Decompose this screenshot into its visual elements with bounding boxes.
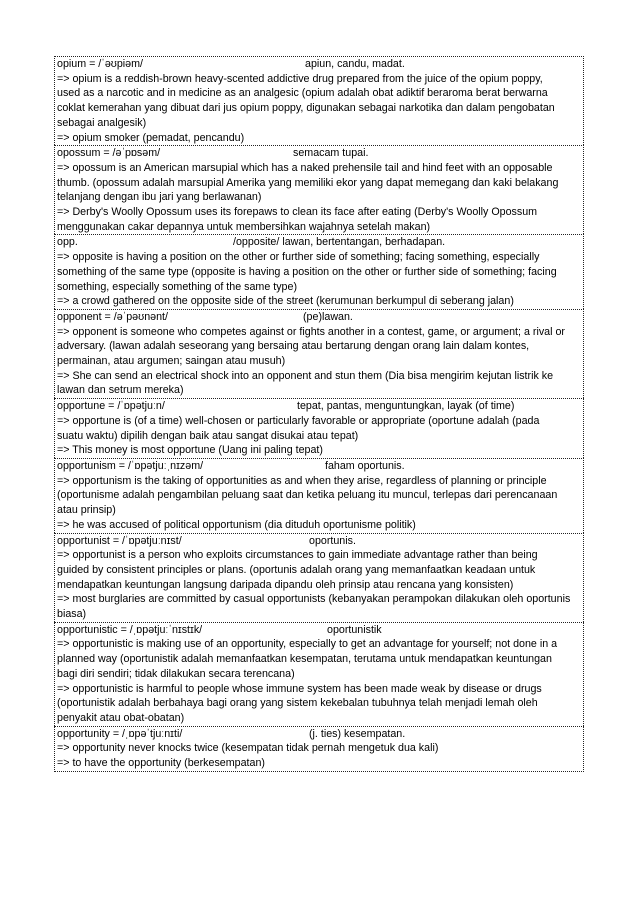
entry-headline <box>57 623 581 638</box>
entry-line: => This money is most opportune (Uang ini paling tepat) <box>57 444 323 457</box>
entry-term: opportunist = /ˈɒpətjuːnɪst/ <box>57 534 182 547</box>
entry-line: (oportunisme adalah pengambilan peluang saat dan ketika peluang itu muncul, terlepas dari perencanaan <box>57 489 558 502</box>
entry-line: atau prinsip) <box>57 504 116 517</box>
entry-line: menggunakan cakar depannya untuk membersihkan wajahnya setelah makan) <box>57 220 431 233</box>
entry-gloss: faham oportunis. <box>325 459 405 472</box>
entry-opp <box>54 234 584 309</box>
entry-headline <box>57 727 581 742</box>
entry-opponent <box>54 309 584 398</box>
entry-line: => opportunist is a person who exploits circumstances to gain immediate advantage rather than being <box>57 549 538 562</box>
entry-opportunism <box>54 458 584 533</box>
entry-line: biasa) <box>57 608 87 621</box>
entry-opportunist <box>54 533 584 622</box>
entry-opportunity <box>54 726 584 772</box>
entry-term: opportunity = /ˌɒpəˈtjuːnɪti/ <box>57 727 183 740</box>
entry-gloss: oportunistik <box>327 623 382 636</box>
entry-line: => opium is a reddish-brown heavy-scented addictive drug prepared from the juice of the opium poppy, <box>57 72 543 85</box>
entry-line: => opportunistic is harmful to people whose immune system has been made weak by disease or drugs <box>57 682 542 695</box>
entry-line: permainan, atau argumen; saingan atau musuh) <box>57 355 286 368</box>
entry-term: opportune = /ˈɒpətjuːn/ <box>57 400 165 413</box>
entry-line: => a crowd gathered on the opposite side of the street (kerumunan berkumpul di seberang jalan) <box>57 295 514 308</box>
entry-line: mendapatkan keuntungan langsung daripada dipandu oleh prinsip atau rencana yang konsisten) <box>57 578 514 591</box>
entry-term: opportunistic = /ˌɒpətjuːˈnɪstɪk/ <box>57 623 203 636</box>
entry-headline <box>57 146 581 161</box>
entry-term: opportunism = /ˈɒpətjuːˌnɪzəm/ <box>57 459 204 472</box>
entry-line: => opposite is having a position on the other or further side of something; facing something, especially <box>57 251 540 264</box>
entry-line: something, especially something of the same type) <box>57 280 297 293</box>
entry-line: => opportunity never knocks twice (kesempatan tidak pernah mengetuk dua kali) <box>57 742 439 755</box>
entry-line: => to have the opportunity (berkesempatan) <box>57 757 265 770</box>
entry-line: => opportunistic is making use of an opportunity, especially to get an advantage for yourself; not done in a <box>57 638 558 651</box>
entry-line: => most burglaries are committed by casual opportunists (kebanyakan perampokan dilakukan oleh oportunis <box>57 593 571 606</box>
entry-line: lawan dan setrum mereka) <box>57 384 184 397</box>
entry-gloss: /opposite/ lawan, bertentangan, berhadapan. <box>233 236 446 249</box>
entry-gloss: tepat, pantas, menguntungkan, layak (of time) <box>297 400 515 413</box>
entry-line: guided by consistent principles or plans. (oportunis adalah orang yang memanfaatkan keadaan untuk <box>57 563 536 576</box>
entry-headline <box>57 57 581 72</box>
entry-line: adversary. (lawan adalah seseorang yang bersaing atau bertarung dengan orang lain dalam kontes, <box>57 340 530 353</box>
entry-line: used as a narcotic and in medicine as an analgesic (opium adalah obat adiktif beraroma berat berwarna <box>57 87 548 100</box>
entry-line: telanjang dengan ibu jari yang berlawanan) <box>57 191 262 204</box>
entry-headline <box>57 310 581 325</box>
entry-line: => opponent is someone who competes against or fights another in a contest, game, or argument; a rival or <box>57 325 565 338</box>
entry-line: penyakit atau obat-obatan) <box>57 711 185 724</box>
entry-line: => Derby's Woolly Opossum uses its forepaws to clean its face after eating (Derby's Woolly Opossum <box>57 206 538 219</box>
entry-term: opium = /ˈəʊpiəm/ <box>57 58 143 70</box>
entry-gloss: oportunis. <box>309 534 356 547</box>
entry-term: opossum = /əˈpɒsəm/ <box>57 147 161 160</box>
entry-line: suatu waktu) dipilih dengan baik atau sangat disukai atau tepat) <box>57 429 359 442</box>
entry-line: => he was accused of political opportunism (dia dituduh oportunisme politik) <box>57 518 416 531</box>
entry-gloss: semacam tupai. <box>293 147 369 160</box>
entry-term: opp. <box>57 236 78 249</box>
entry-headline <box>57 534 581 549</box>
entry-line: => opportunism is the taking of opportunities as and when they arise, regardless of planning or principle <box>57 474 547 487</box>
entry-line: => opossum is an American marsupial which has a naked prehensile tail and hind feet with an opposable <box>57 161 553 174</box>
entry-line: thumb. (opossum adalah marsupial Amerika yang memiliki ekor yang dapat memegang dan kaki belakang <box>57 176 559 189</box>
entry-line: (oportunistik adalah berbahaya bagi orang yang sistem kekebalan tubuhnya telah menjadi lemah oleh <box>57 697 538 710</box>
entry-gloss: apiun, candu, madat. <box>305 58 405 70</box>
entry-line: something of the same type (opposite is having a position on the other or further side of something; facing <box>57 265 557 278</box>
entry-opportune <box>54 398 584 458</box>
entry-opportunistic <box>54 622 584 726</box>
entry-line: sebagai analgesik) <box>57 116 147 129</box>
entry-opossum <box>54 145 584 234</box>
entry-line: bagi diri sendiri; tidak dilakukan secara terencana) <box>57 667 295 680</box>
entry-line: planned way (oportunistik adalah memanfaatkan kesempatan, terutama untuk mendapatkan keuntungan <box>57 653 552 666</box>
entry-headline <box>57 399 581 414</box>
entry-headline <box>57 459 581 474</box>
entry-gloss: (j. ties) kesempatan. <box>309 727 406 740</box>
entry-line: => opium smoker (pemadat, pencandu) <box>57 131 245 144</box>
entry-term: opponent = /əˈpəʊnənt/ <box>57 310 168 323</box>
entry-line: => opportune is (of a time) well-chosen or particularly favorable or appropriate (oportune adalah (pada <box>57 414 540 427</box>
entry-line: coklat kemerahan yang dibuat dari jus opium poppy, digunakan sebagai narkotika dan dalam pengobatan <box>57 102 555 115</box>
entry-gloss: (pe)lawan. <box>303 310 353 323</box>
entry-opium <box>54 56 584 145</box>
dictionary-entries <box>54 56 584 772</box>
entry-headline <box>57 235 581 250</box>
entry-line: => She can send an electrical shock into an opponent and stun them (Dia bisa mengirim kejutan listrik ke <box>57 369 554 382</box>
